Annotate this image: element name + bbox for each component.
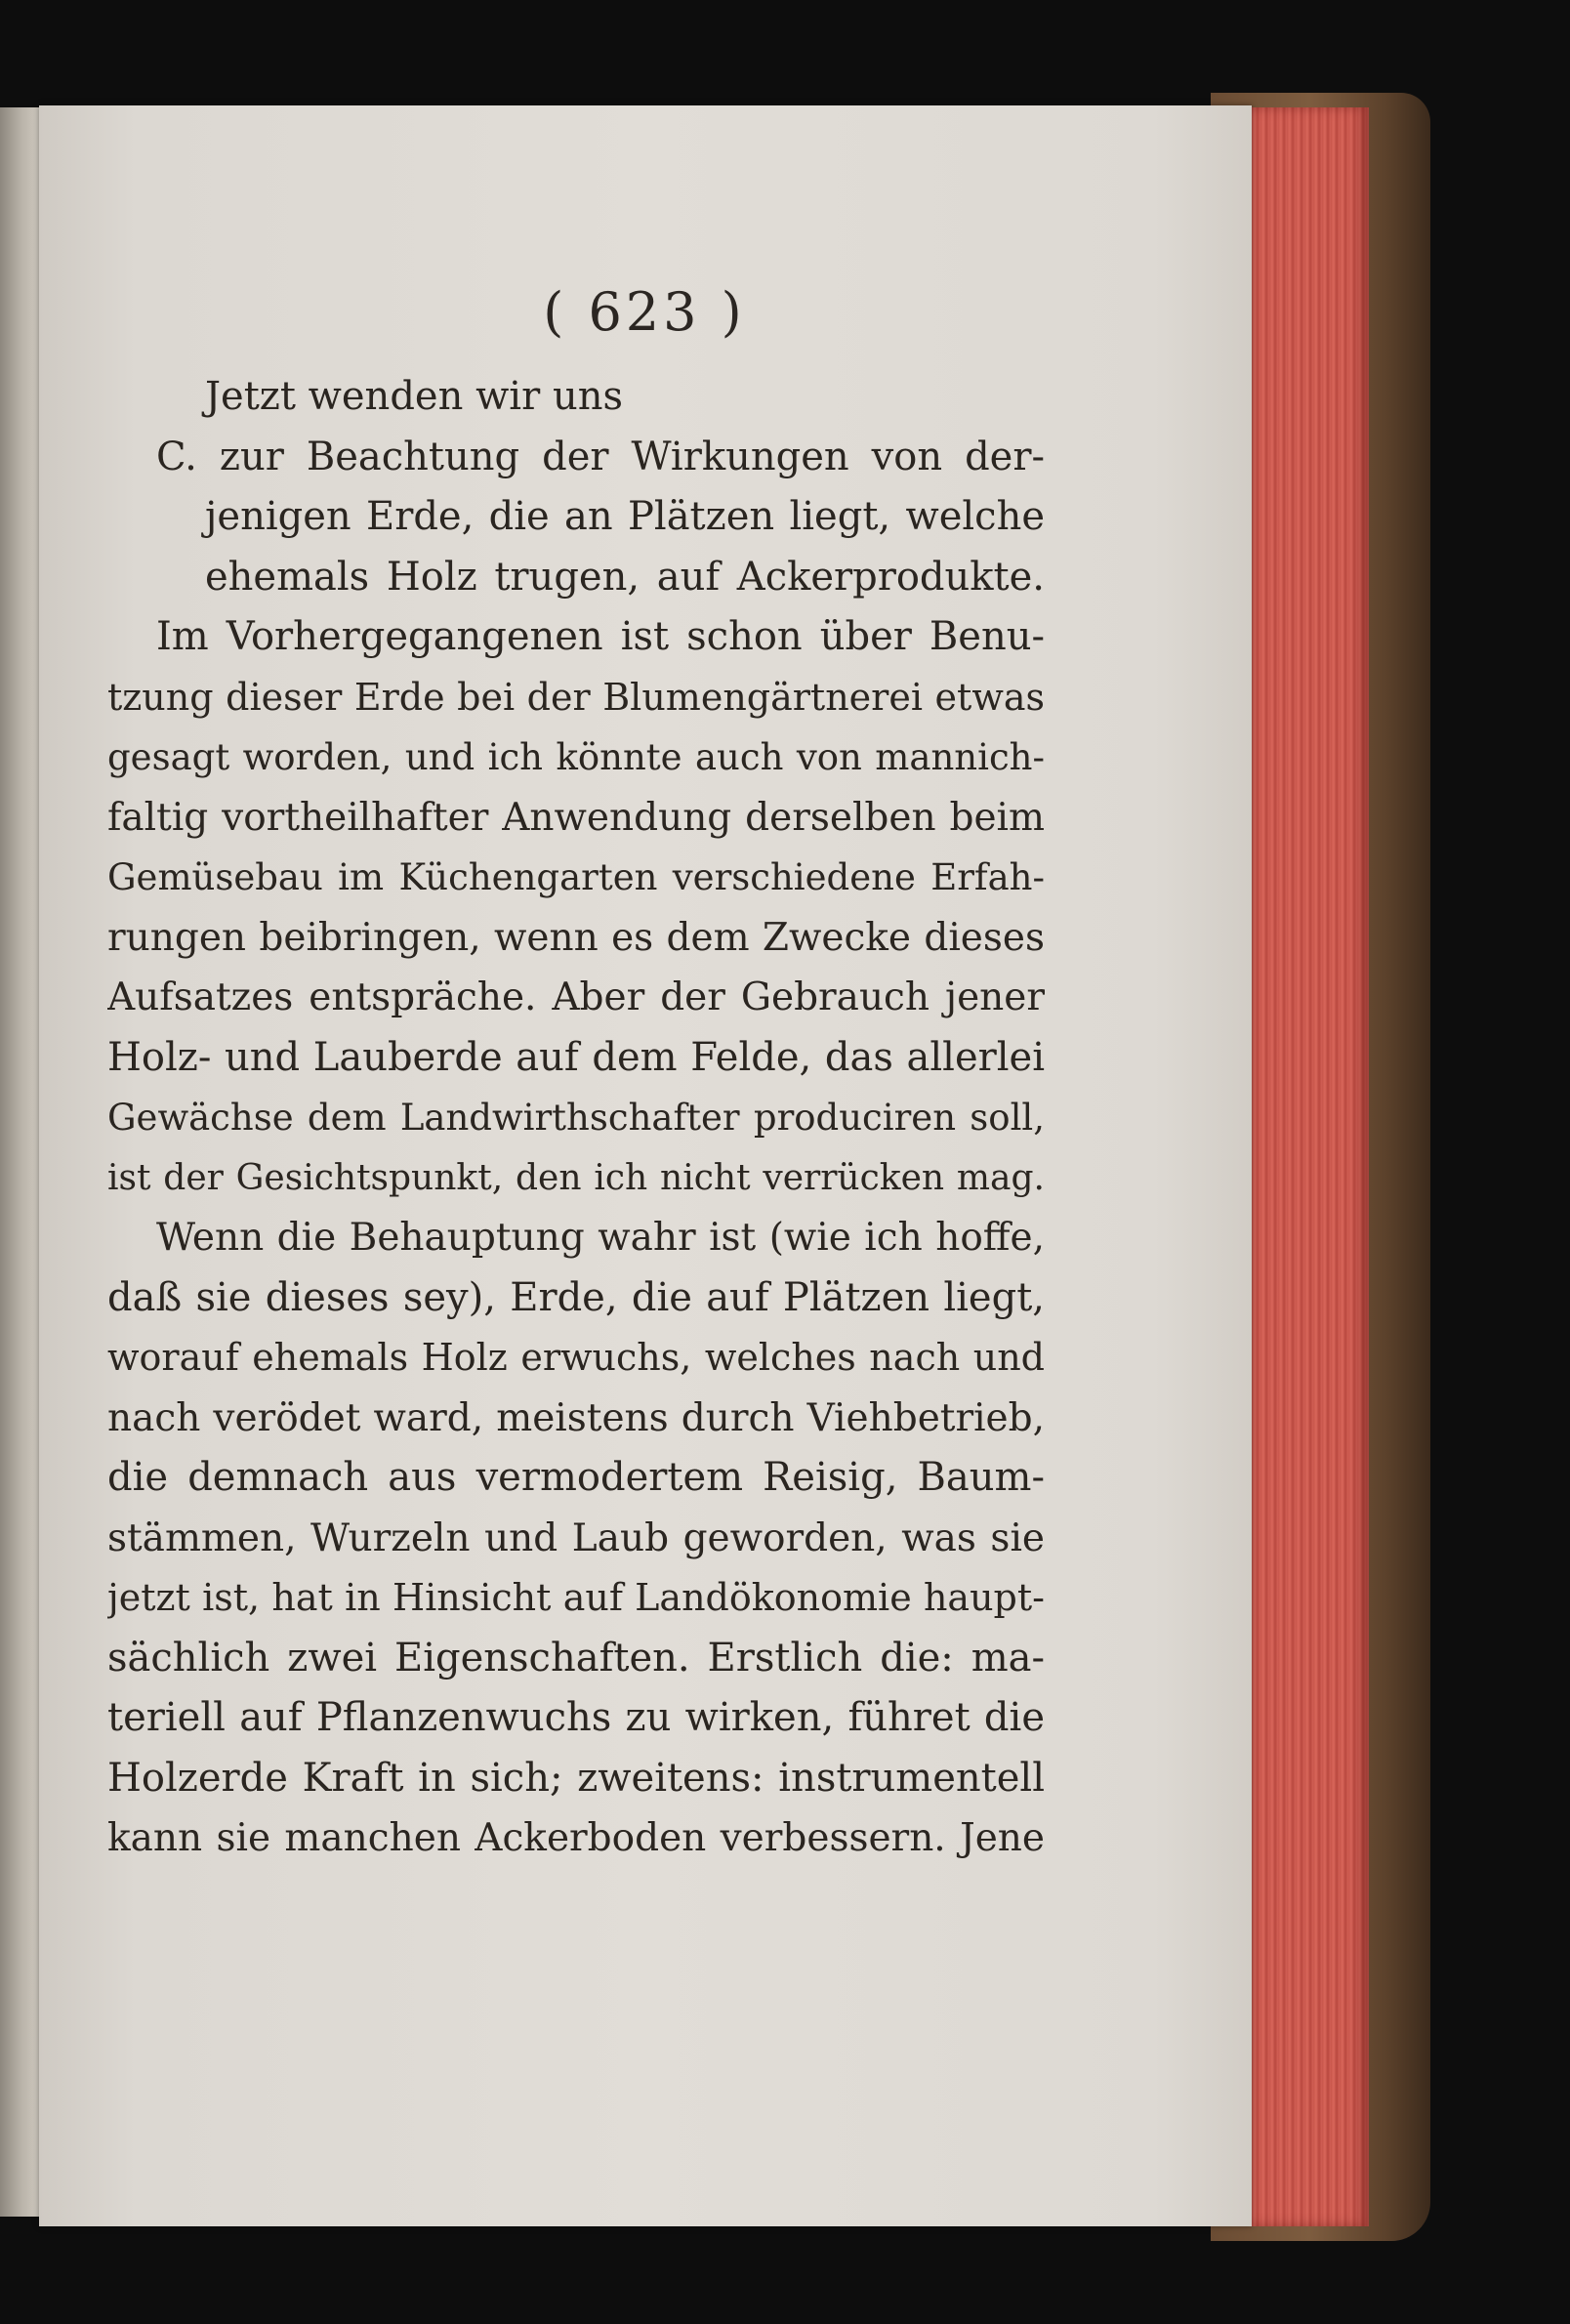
text-line: Gemüsebau im Küchengarten verschiedene Erfah- <box>107 856 1045 898</box>
text-line: kann sie manchen Ackerboden verbessern. Jene <box>107 1816 1045 1860</box>
text-line: ist der Gesichtspunkt, den ich nicht verrücken mag. <box>107 1157 1045 1198</box>
text-line: die demnach aus vermodertem Reisig, Baum- <box>107 1455 1045 1500</box>
page-number: ( 623 ) <box>543 281 746 343</box>
text-line: nach verödet ward, meistens durch Viehbetrieb, <box>107 1395 1045 1440</box>
text-line: Aufsatzes entspräche. Aber der Gebrauch jener <box>107 975 1045 1019</box>
text-line: Im Vorhergegangenen ist schon über Benu- <box>156 614 1045 659</box>
page-text <box>107 367 1045 1869</box>
text-line: daß sie dieses sey), Erde, die auf Plätzen liegt, <box>107 1274 1045 1320</box>
text-line: teriell auf Pflanzenwuchs zu wirken, führet die <box>107 1695 1045 1740</box>
text-line: jenigen Erde, die an Plätzen liegt, welche <box>205 494 1045 539</box>
text-line: faltig vortheilhafter Anwendung derselben beim <box>107 795 1045 840</box>
facing-page-edge <box>0 107 39 2217</box>
text-line: jetzt ist, hat in Hinsicht auf Landökonomie haupt- <box>107 1576 1045 1619</box>
text-line: worauf ehemals Holz erwuchs, welches nach und <box>107 1336 1045 1379</box>
text-line: Holzerde Kraft in sich; zweitens: instrumentell <box>107 1755 1045 1801</box>
text-line: Jetzt wenden wir uns <box>205 374 623 419</box>
text-line: stämmen, Wurzeln und Laub geworden, was sie <box>107 1515 1045 1560</box>
red-page-edges <box>1252 107 1369 2226</box>
text-line: tzung dieser Erde bei der Blumengärtnerei etwas <box>107 675 1045 719</box>
text-line: Gewächse dem Landwirthschafter produciren soll, <box>107 1097 1045 1139</box>
book-page <box>39 105 1252 2226</box>
text-line: Holz- und Lauberde auf dem Felde, das allerlei <box>107 1034 1045 1080</box>
text-line: rungen beibringen, wenn es dem Zwecke dieses <box>107 915 1045 960</box>
text-line: ehemals Holz trugen, auf Ackerprodukte. <box>205 554 1045 600</box>
text-line: C. zur Beachtung der Wirkungen von der- <box>156 434 1045 479</box>
text-line: sächlich zwei Eigenschaften. Erstlich die: ma- <box>107 1635 1045 1681</box>
text-line: gesagt worden, und ich könnte auch von mannich- <box>107 736 1045 778</box>
text-line: Wenn die Behauptung wahr ist (wie ich hoffe, <box>156 1216 1045 1260</box>
